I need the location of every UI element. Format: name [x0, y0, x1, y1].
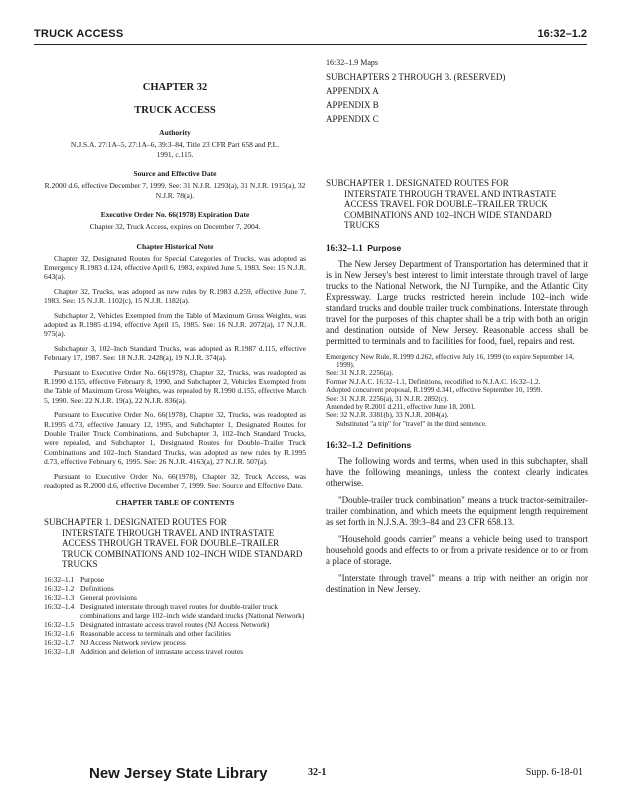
historical-note-paragraph: Chapter 32, Trucks, was adopted as new rules by R.1983 d.259, effective June 7, 1983. See: 15 N.J.R. 1102(c), 15 N.J.R. 1182(a). [44, 286, 306, 306]
toc-number: 16:32–1.4 [44, 602, 75, 612]
purpose-history-note [326, 353, 588, 429]
definitions-paragraph: The following words and terms, when used in this subchapter, shall have the following meanings, unless the context clearly indicates otherwise. [326, 456, 588, 489]
history-line: Former N.J.A.C. 16:32–1.1, Definitions, recodified to N.J.A.C. 16:32–1.2. [326, 377, 541, 386]
right-column [326, 56, 588, 595]
section-heading-purpose [326, 243, 588, 253]
page-footer [34, 765, 587, 785]
toc-appendix-c[interactable]: APPENDIX C [326, 114, 379, 124]
history-line: Emergency New Rule, R.1999 d.262, effective July 16, 1999 (to expire September 14, 1999). [326, 352, 575, 369]
toc-number: 16:32–1.2 [44, 584, 75, 594]
toc-reserved-subchapters[interactable]: SUBCHAPTERS 2 THROUGH 3. (RESERVED) [326, 72, 506, 82]
chapter-number: CHAPTER 32 [142, 82, 208, 93]
historical-note-paragraph: Subchapter 3, 102–Inch Standard Trucks, was adopted as R.1987 d.115, effective February 17, 1987. See: 18 N.J.R. 2428(a), 19 N.J.R. 374(a). [44, 343, 306, 363]
toc-number: 16:32–1.7 [44, 638, 75, 648]
section-number: 16:32–1.2 [326, 440, 363, 451]
toc-title: NJ Access Network review process [80, 638, 186, 648]
section-heading-definitions [326, 440, 588, 450]
toc-title: Addition and deletion of intrastate access travel routes [80, 647, 244, 657]
toc-appendix-b[interactable]: APPENDIX B [326, 100, 379, 110]
exec-order-heading: Executive Order No. 66(1978) Expiration Date [100, 210, 250, 219]
authority-heading: Authority [159, 128, 191, 137]
toc-title: Designated intrastate access travel routes (NJ Access Network) [80, 619, 270, 629]
historical-note-paragraph: Chapter 32, Designated Routes for Special Categories of Trucks, was adopted as Emergency R.1983 d.124, effective April 6, 1983, expired June 5, 1983. See: 15 N.J.R. 643(a). [44, 253, 306, 282]
toc-heading: CHAPTER TABLE OF CONTENTS [115, 498, 235, 508]
history-line: Amended by R.2001 d.211, effective June 18, 2001. [326, 402, 476, 411]
toc-title: Designated interstate through travel routes for double-trailer truck combinations and large 102–inch wide standard trucks (National Network) [80, 602, 305, 620]
subchapter-heading-continued: INTERSTATE THROUGH TRAVEL AND INTRASTATE ACCESS TRAVEL FOR DOUBLE–TRAILER TRUCK COMBINATIONS AND 102–INCH WIDE STANDARD TRUCKS [344, 188, 557, 230]
history-line: See: 32 N.J.R. 3381(b), 33 N.J.R. 2084(a). [326, 411, 449, 420]
section-number: 16:32–1.1 [326, 242, 363, 253]
historical-note-paragraph: Pursuant to Executive Order No. 66(1978), Chapter 32, Trucks, was readopted as R.1995 d.73, effective January 12, 1995, and Subchapter 1, Designated Routes for Double Trailer Truck Combinations, and Subchapter 3, 102–Inch Standard Trucks, were repealed, and Subchapter 1, Designated Routes for Double–Trailer Truck Combinations and 102–Inch Standard Trucks, was adopted as new rules by R.1995 d.73, effective February 6, 1995. See: 26 N.J.R. 4163(a), 27 N.J.R. 507(a). [44, 410, 306, 467]
historical-note-paragraph: Pursuant to Executive Order No. 66(1978), Chapter 32, Truck Access, was readopted as R.2000 d.6, effective December 7, 1999. See: Source and Effective Date. [44, 471, 306, 491]
header-rule [34, 44, 587, 45]
toc-number: 16:32–1.3 [44, 593, 75, 603]
section-title: Definitions [367, 440, 412, 451]
toc-row[interactable] [44, 603, 306, 621]
toc-title: Purpose [80, 574, 105, 584]
toc-appendix-a[interactable]: APPENDIX A [326, 86, 379, 96]
exec-order-text: Chapter 32, Truck Access, expires on December 7, 2004. [89, 222, 261, 231]
toc-number: 16:32–1.5 [44, 619, 75, 629]
historical-note-paragraph: Subchapter 2, Vehicles Exempted from the Table of Maximum Gross Weights, was adopted as R.1985 d.194, effective April 15, 1985. See: 16 N.J.R. 2072(a), 17 N.J.R. 975(a). [44, 310, 306, 339]
supplement-date: Supp. 6-18-01 [525, 767, 583, 778]
definitions-paragraph: "Household goods carrier" means a vehicle being used to transport household goods and effects to or from a private residence or to or from a place of storage. [326, 534, 588, 567]
subchapter-heading-line: SUBCHAPTER 1. DESIGNATED ROUTES FOR [326, 178, 509, 188]
toc-row[interactable] [44, 648, 306, 657]
toc-row-maps[interactable]: 16:32–1.9 Maps [326, 58, 378, 67]
toc-subchapter-line: SUBCHAPTER 1. DESIGNATED ROUTES FOR [44, 517, 227, 528]
toc-number: 16:32–1.6 [44, 629, 75, 638]
authority-text: N.J.S.A. 27:1A–5, 27:1A–6, 39:3–84, Title 23 CFR Part 658 and P.L. 1991, c.115. [70, 140, 280, 159]
definitions-paragraph: "Interstate through travel" means a trip with neither an origin nor destination in New Jersey. [326, 573, 588, 595]
chapter-title: TRUCK ACCESS [134, 105, 216, 116]
historical-note-heading: Chapter Historical Note [136, 241, 214, 251]
page-number: 32-1 [308, 767, 327, 778]
library-stamp: New Jersey State Library [89, 765, 268, 782]
toc-list [44, 576, 306, 657]
source-text: R.2000 d.6, effective December 7, 1999. See: 31 N.J.R. 1293(a), 31 N.J.R. 1915(a), 32 N.J.R. 78(a). [44, 181, 306, 200]
section-title: Purpose [367, 242, 402, 253]
history-line: See: 31 N.J.R. 2256(a), 31 N.J.R. 2892(c). [326, 394, 449, 403]
toc-title: General provisions [80, 593, 137, 603]
history-line: See: 31 N.J.R. 2256(a). [326, 369, 394, 378]
purpose-text: The New Jersey Department of Transportation has determined that it is in New Jersey's best interest to limit interstate through travel of large trucks to the National Network, the NJ Turnpike, and the Atlantic City Expressway. Large trucks restricted herein include 102–inch wide standard trucks and double trailer truck combinations. Interstate through travel for the purposes of this chapter shall be a trip with both an origin and destination outside of New Jersey. Reasonable access shall be permitted to terminals and to facilities for food, fuel, repairs and rest. [326, 258, 588, 346]
running-header [34, 28, 587, 44]
header-section-number: 16:32–1.2 [537, 28, 587, 40]
header-title: TRUCK ACCESS [34, 28, 124, 40]
source-heading: Source and Effective Date [133, 169, 217, 178]
toc-title: Reasonable access to terminals and other facilities [80, 629, 231, 638]
toc-subchapter-heading [44, 517, 306, 570]
toc-number: 16:32–1.1 [44, 574, 75, 584]
toc-subchapter-continued: INTERSTATE THROUGH TRAVEL AND INTRASTATE ACCESS THROUGH TRAVEL FOR DOUBLE–TRAILER TRUCK COMBINATIONS AND 102–INCH WIDE STANDARD TRUCKS [62, 527, 303, 570]
toc-number: 16:32–1.8 [44, 647, 75, 657]
historical-note-paragraph: Pursuant to Executive Order No. 66(1978), Chapter 32, Trucks, was readopted as R.1990 d.155, effective February 8, 1990, and Subchapter 2, Vehicles Exempted from the Table of Maximum Gross Weights, was repealed by R.1990 d.155, effective March 5, 1990. See: 22 N.J.R. 19(a), 22 N.J.R. 836(a). [44, 367, 306, 405]
history-line: Substituted "a trip" for "travel" in the third sentence. [336, 419, 487, 428]
toc-title: Definitions [80, 584, 114, 594]
left-column [44, 56, 306, 657]
history-line: Adopted concurrent proposal, R.1999 d.341, effective September 10, 1999. [326, 386, 543, 395]
subchapter-heading [326, 178, 588, 231]
definitions-paragraph: "Double-trailer truck combination" means a truck tractor-semitrailer-trailer combination, and which meets the equipment length requirement as set forth in N.J.S.A. 39:3–84 and 23 CFR 658.13. [326, 495, 588, 528]
